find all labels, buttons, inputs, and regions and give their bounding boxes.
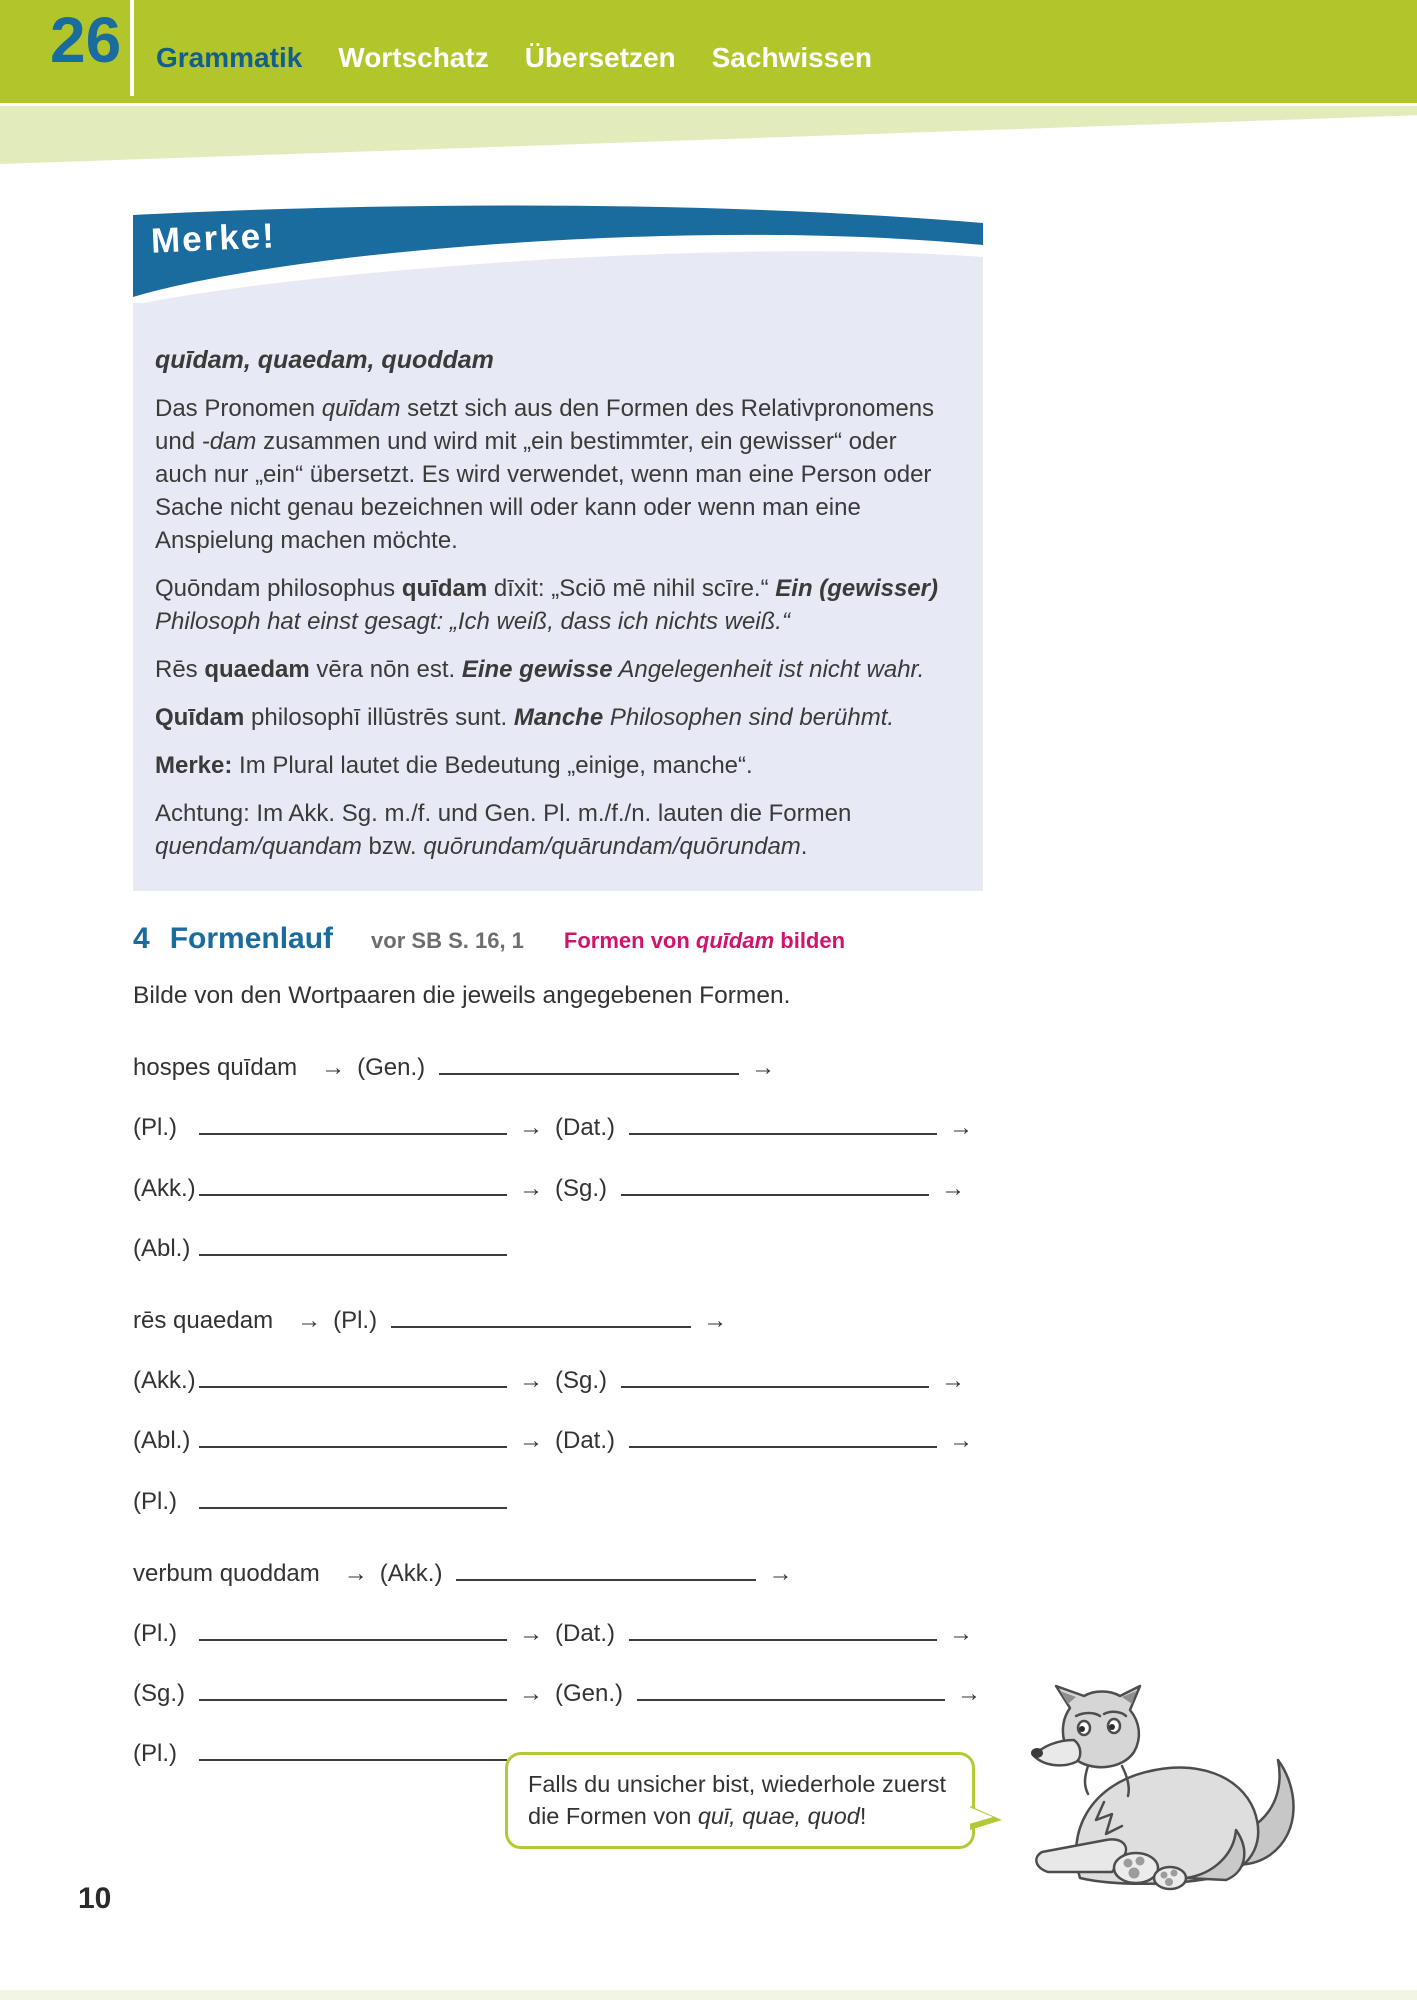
blank-line[interactable] xyxy=(199,1421,507,1448)
tab-sachwissen[interactable]: Sachwissen xyxy=(711,42,872,73)
case-label: (Pl.) xyxy=(133,1487,177,1515)
arrow-icon: → xyxy=(519,1367,543,1395)
achtung-note: Achtung: Im Akk. Sg. m./f. und Gen. Pl. m./f./n. lauten die Formen quendam/quandam bzw. quōrundam/quārundam/quōrundam. xyxy=(155,800,852,861)
page-number: 10 xyxy=(78,1882,112,1915)
grammar-paragraph: Das Pronomen quīdam setzt sich aus den Formen des Relativpronomens und -dam zusammen und wird mit „ein bestimmter, ein gewisser“ oder auch nur „ein“ übersetzt. Es wird verwendet, wenn man eine Person oder Sache nicht genau bezeichnen will oder kann oder wenn man eine Anspielung machen möchte. xyxy=(155,395,935,555)
speech-bubble xyxy=(505,1752,975,1849)
case-label: (Sg.) xyxy=(555,1174,608,1202)
speech-bubble-text: Falls du unsicher bist, wiederhole zuerst die Formen von quī, quae, quod! xyxy=(528,1771,946,1830)
example-sentence-3: Quīdam philosophī illūstrēs sunt. Manche Philosophen sind berühmt. xyxy=(155,704,895,732)
arrow-icon: → xyxy=(519,1680,543,1708)
exercise-title: Formenlauf xyxy=(169,922,334,955)
case-label: (Gen.) xyxy=(555,1680,624,1708)
tab-uebersetzen[interactable]: Übersetzen xyxy=(524,42,676,73)
case-label: (Gen.) xyxy=(357,1054,426,1082)
arrow-icon: → xyxy=(343,1559,368,1587)
blank-line[interactable] xyxy=(199,1229,507,1256)
arrow-icon: → xyxy=(519,1174,543,1202)
example-sentence-2: Rēs quaedam vēra nōn est. Eine gewisse Angelegenheit ist nicht wahr. xyxy=(155,656,925,684)
exercise-group-1 xyxy=(133,1048,1363,1263)
header-wedge-decoration xyxy=(0,106,1417,164)
blank-line[interactable] xyxy=(439,1048,739,1075)
arrow-icon: → xyxy=(297,1306,322,1334)
blank-line[interactable] xyxy=(621,1361,929,1388)
case-label: (Abl.) xyxy=(133,1234,191,1262)
blank-line[interactable] xyxy=(199,1168,507,1195)
grammar-heading: quīdam, quaedam, quoddam xyxy=(155,346,494,374)
case-label: (Pl.) xyxy=(133,1114,177,1142)
case-label: (Pl.) xyxy=(133,1740,177,1768)
case-label: (Akk.) xyxy=(133,1367,196,1395)
exercise-row xyxy=(133,1421,1363,1455)
arrow-icon: → xyxy=(321,1054,346,1082)
case-label: (Dat.) xyxy=(555,1619,615,1647)
word-pair-stem: verbum quoddam xyxy=(133,1559,320,1587)
exercise-number: 4 xyxy=(133,922,150,955)
example-sentence-1: Quōndam philosophus quīdam dīxit: „Sciō mē nihil scīre.“ Ein (gewisser) Philosoph hat einst gesagt: „Ich weiß, dass ich nichts weiß.“ xyxy=(155,575,938,636)
blank-line[interactable] xyxy=(629,1421,937,1448)
arrow-icon: → xyxy=(941,1367,966,1395)
blank-line[interactable] xyxy=(637,1674,945,1701)
blank-line[interactable] xyxy=(199,1108,507,1135)
lesson-number: 26 xyxy=(50,4,122,76)
arrow-icon: → xyxy=(941,1174,966,1202)
merke-banner-title: Merke! xyxy=(150,216,277,261)
case-label: (Dat.) xyxy=(555,1427,615,1455)
arrow-icon: → xyxy=(519,1114,543,1142)
header-band xyxy=(0,0,1417,103)
exercise-row xyxy=(133,1301,1363,1335)
blank-line[interactable] xyxy=(199,1361,507,1388)
blank-line[interactable] xyxy=(199,1734,507,1761)
case-label: (Akk.) xyxy=(133,1174,196,1202)
blank-line[interactable] xyxy=(629,1108,937,1135)
exercise-row xyxy=(133,1229,1363,1263)
blank-line[interactable] xyxy=(456,1554,756,1581)
exercise-row xyxy=(133,1554,1363,1588)
exercise-row xyxy=(133,1614,1363,1648)
merke-box xyxy=(133,197,983,891)
blank-line[interactable] xyxy=(621,1168,929,1195)
blank-line[interactable] xyxy=(199,1614,507,1641)
arrow-icon: → xyxy=(519,1427,543,1455)
case-label: (Akk.) xyxy=(379,1559,443,1587)
merke-content xyxy=(133,303,983,891)
case-label: (Sg.) xyxy=(133,1680,186,1708)
merke-note: Merke: Im Plural lautet die Bedeutung „einige, manche“. xyxy=(155,752,753,780)
case-label: (Sg.) xyxy=(555,1367,608,1395)
header-divider xyxy=(130,0,134,96)
case-label: (Pl.) xyxy=(333,1306,378,1334)
blank-line[interactable] xyxy=(199,1674,507,1701)
exercise-objective: Formen von quīdam bilden xyxy=(563,928,846,953)
exercise-section xyxy=(133,922,1363,1794)
exercise-reference: vor SB S. 16, 1 xyxy=(371,928,524,953)
exercise-row xyxy=(133,1048,1363,1082)
case-label: (Abl.) xyxy=(133,1427,191,1455)
tab-grammatik[interactable]: Grammatik xyxy=(156,42,303,73)
arrow-icon: → xyxy=(768,1559,793,1587)
case-label: (Pl.) xyxy=(133,1619,177,1647)
blank-line[interactable] xyxy=(199,1481,507,1508)
tab-wortschatz[interactable]: Wortschatz xyxy=(338,42,489,73)
bottom-edge-decoration xyxy=(0,1990,1417,2000)
exercise-row xyxy=(133,1108,1363,1142)
arrow-icon: → xyxy=(949,1427,973,1455)
case-label: (Dat.) xyxy=(555,1114,615,1142)
arrow-icon: → xyxy=(751,1054,776,1082)
arrow-icon: → xyxy=(703,1306,728,1334)
word-pair-stem: hospes quīdam xyxy=(133,1054,298,1082)
arrow-icon: → xyxy=(949,1619,973,1647)
exercise-row xyxy=(133,1168,1363,1202)
exercise-row xyxy=(133,1481,1363,1515)
blank-line[interactable] xyxy=(391,1301,691,1328)
arrow-icon: → xyxy=(949,1114,973,1142)
blank-line[interactable] xyxy=(629,1614,937,1641)
header-tabs xyxy=(156,42,872,74)
exercise-header xyxy=(133,922,1363,956)
arrow-icon: → xyxy=(957,1680,982,1708)
word-pair-stem: rēs quaedam xyxy=(133,1306,274,1334)
exercise-row xyxy=(133,1361,1363,1395)
exercise-instruction: Bilde von den Wortpaaren die jeweils angegebenen Formen. xyxy=(133,982,791,1009)
exercise-group-2 xyxy=(133,1301,1363,1516)
arrow-icon: → xyxy=(519,1619,543,1647)
wolf-illustration xyxy=(1018,1682,1298,1902)
